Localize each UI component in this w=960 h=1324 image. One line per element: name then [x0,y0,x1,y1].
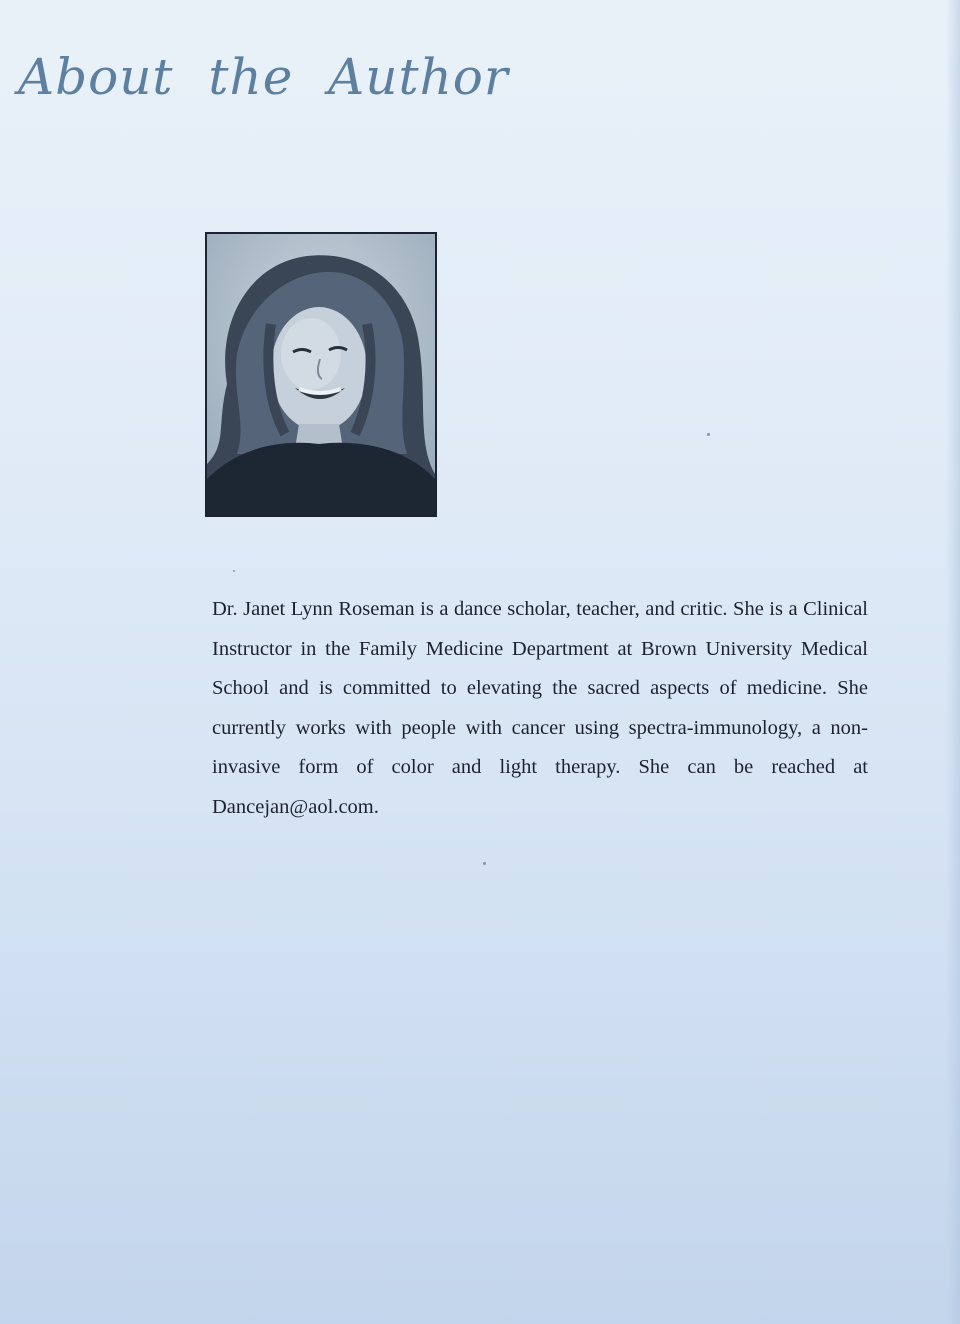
paper-speck [233,570,235,572]
author-bio: Dr. Janet Lynn Roseman is a dance scholar, teacher, and critic. She is a Clinical Instructor in the Family Medicine Department at Brown University Medical School and is committed to elevating the sacred aspects of medicine. She currently works with people with cancer using spectra-immunology, a non-invasive form of color and light therapy. She can be reached at Dancejan@aol.com. [212,598,868,818]
paper-speck [483,862,486,865]
page-edge-shadow [946,0,960,1324]
paper-speck [707,433,710,436]
author-portrait-icon [207,234,435,515]
author-photo [205,232,437,517]
page-title: About the Author [18,48,509,106]
